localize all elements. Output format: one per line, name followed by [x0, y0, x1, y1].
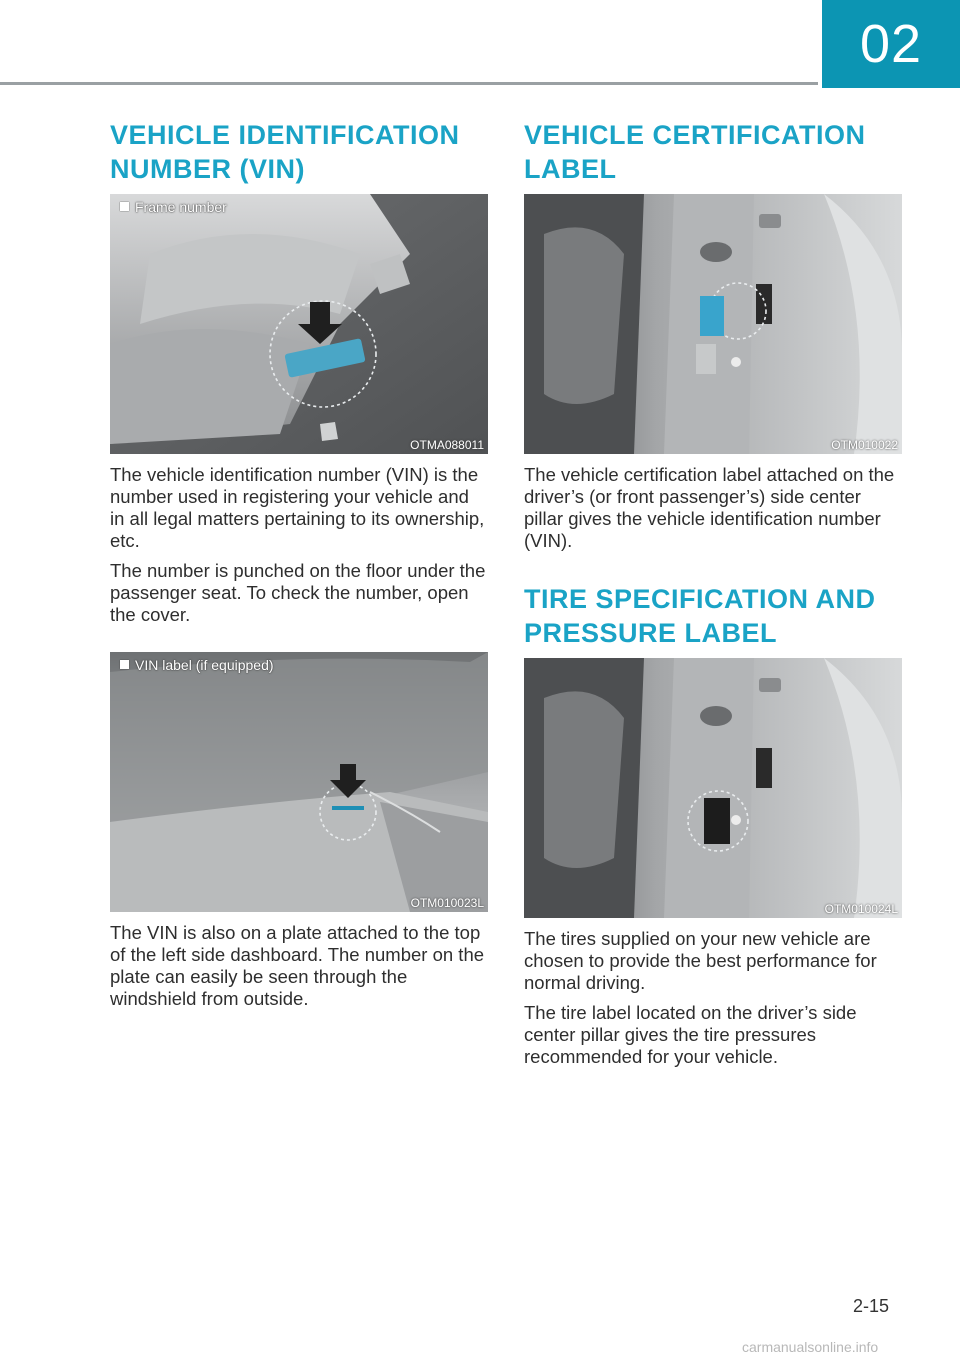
square-bullet-icon	[120, 660, 129, 669]
chapter-number: 02	[859, 14, 923, 74]
page-number: 2-15	[853, 1296, 890, 1316]
certification-heading	[524, 118, 902, 186]
tire-heading	[524, 582, 902, 650]
vin-paragraph-2: The number is punched on the floor under the passenger seat. To check the number, open the cover.	[110, 560, 486, 625]
left-column	[110, 118, 488, 1010]
vin-heading-line-1: VEHICLE IDENTIFICATION	[110, 120, 460, 150]
certification-label-figure	[524, 194, 902, 454]
tire-heading-line-1: TIRE SPECIFICATION AND	[524, 584, 876, 614]
vin-label-figure	[110, 652, 488, 912]
windshield-illustration	[110, 652, 488, 912]
chapter-tab	[822, 0, 960, 88]
vin-label-caption-text: VIN label (if equipped)	[135, 657, 274, 673]
square-bullet-icon	[120, 202, 129, 211]
tire-label-figure	[524, 658, 902, 918]
certification-paragraph: The vehicle certification label attached on the driver’s (or front passenger’s) side center pillar gives the vehicle identification number (VIN).	[524, 464, 895, 551]
tire-label-figure-code: OTM010024L	[824, 902, 898, 916]
certification-heading-line-1: VEHICLE CERTIFICATION	[524, 120, 866, 150]
vin-paragraph-1: The vehicle identification number (VIN) is the number used in registering your vehicle and in all legal matters pertaining to its ownership, etc.	[110, 464, 485, 551]
door-pillar-illustration	[524, 194, 902, 454]
right-column	[524, 118, 902, 1068]
tire-paragraph-1: The tires supplied on your new vehicle are chosen to provide the best performance for normal driving.	[524, 928, 877, 993]
tire-paragraph-2: The tire label located on the driver’s side center pillar gives the tire pressures recommended for your vehicle.	[524, 1002, 857, 1067]
tire-heading-line-2: PRESSURE LABEL	[524, 618, 778, 648]
vin-label-caption	[120, 657, 274, 673]
certification-figure-code: OTM010022	[831, 438, 898, 452]
frame-number-caption-text: Frame number	[135, 199, 227, 215]
watermark: carmanualsonline.info	[742, 1339, 879, 1355]
frame-number-figure-code: OTMA088011	[410, 438, 484, 452]
certification-heading-line-2: LABEL	[524, 154, 617, 184]
seat-floor-illustration	[110, 194, 488, 454]
vin-paragraph-3: The VIN is also on a plate attached to the top of the left side dashboard. The number on the plate can easily be seen through the windshield from outside.	[110, 922, 485, 1009]
header-rule	[0, 82, 818, 85]
vin-heading-line-2: NUMBER (VIN)	[110, 154, 305, 184]
door-pillar-tire-illustration	[524, 658, 902, 918]
vin-label-figure-code: OTM010023L	[410, 896, 484, 910]
vin-heading	[110, 118, 488, 186]
frame-number-figure	[110, 194, 488, 454]
frame-number-caption	[120, 199, 227, 215]
